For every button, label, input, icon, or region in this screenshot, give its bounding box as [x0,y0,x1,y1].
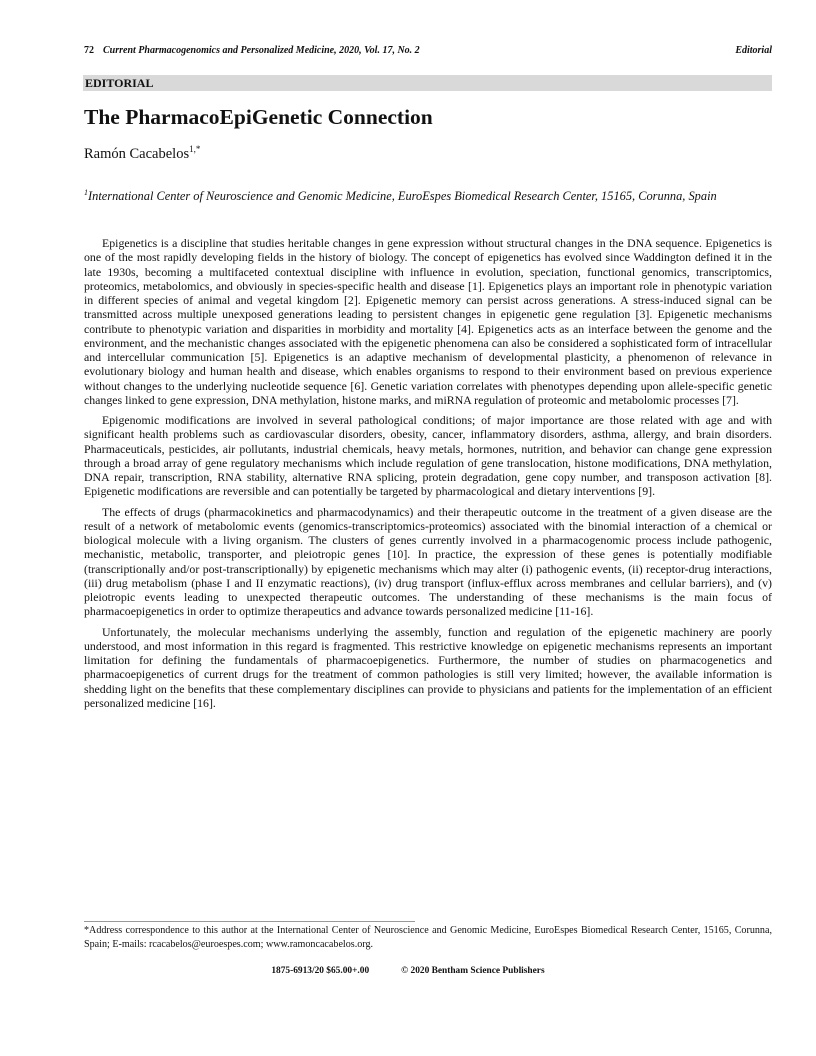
paragraph: Epigenomic modifications are involved in several pathological conditions; of major importance are those related with age and with significant health problems such as cardiovascular disorders, obesity, cancer, inflammatory disorders, asthma, allergy, and brain disorders. Pharmaceuticals, pesticides, air pollutants, industrial chemicals, heavy metals, hormones, nutrition, and behavior can change gene expression through a broad array of gene regulatory mechanisms which include regulation of gene translocation, histone modifications, DNA methylation, DNA repair, transcription, RNA stability, alternative RNA splicing, protein degradation, gene copy number, and transposon activation [8]. Epigenetic modifications are reversible and can potentially be targeted by pharmacological and dietary interventions [9]. [84,413,772,499]
author-name: Ramón Cacabelos [84,146,190,162]
author-marks: 1,* [189,144,201,154]
affiliation-text: International Center of Neuroscience and Genomic Medicine, EuroEspes Biomedical Research Center, 15165, Corunna, Spain [88,189,717,203]
journal-citation: Current Pharmacogenomics and Personalized Medicine, 2020, Vol. 17, No. 2 [103,45,420,56]
affiliation-mark: 1 [84,188,88,197]
copyright-line [0,966,816,976]
paragraph: Unfortunately, the molecular mechanisms underlying the assembly, function and regulation of the epigenetic machinery are poorly understood, and most information in this regard is fragmented. This restrictive knowledge on epigenetic mechanisms represents an important limitation for defining the fundamentals of pharmacoepigenetics. Furthermore, the number of studies on pharmacogenetics and pharmacoepigenetics of current drugs for the treatment of common pathologies is still very limited; however, the available information is shedding light on the benefits that these complementary disciplines can provide to physicians and patients for the implementation of an efficient personalized medicine [16]. [84,624,772,710]
paragraph: The effects of drugs (pharmacokinetics and pharmacodynamics) and their therapeutic outcome in the treatment of a given disease are the result of a network of metabolomic events (genomics-transcriptomics-proteomics) associated with the binomial interaction of a chemical or biological molecule with a living organism. The clusters of genes currently involved in a pharmacogenomic process include pathogenic, mechanistic, metabolic, transporter, and pleiotropic genes [10]. In practice, the expression of these genes is potentially modifiable (transcriptionally and/or post-transcriptionally) by epigenetic mechanisms which may alter (i) pathogenic events, (ii) receptor-drug interactions, (iii) drug metabolism (phase I and II enzymatic reactions), (iv) drug transport (influx-efflux across membranes and cellular barriers), and (v) pleiotropic events leading to unexpected therapeutic outcomes. The understanding of these mechanisms is the main focus of pharmacoepigenetics in order to optimize therapeutics and advance towards personalized medicine [11-16]. [84,504,772,619]
section-label: Editorial [735,45,772,56]
page-number: 72 [84,45,94,56]
affiliation [84,188,772,205]
article-body [84,236,772,716]
running-head [84,45,772,61]
footnote-divider [84,921,415,922]
issn-price: 1875-6913/20 $65.00+.00 [271,966,370,976]
correspondence-footnote: *Address correspondence to this author at the International Center of Neuroscience and Genomic Medicine, EuroEspes Biomedical Research Center, 15165, Corunna, Spain; E-mails: rcacabelos@euroespes.com; www.ramoncacabelos.org. [84,925,772,950]
publisher-copyright: © 2020 Bentham Science Publishers [401,966,545,976]
author-line [84,145,200,163]
article-title: The PharmacoEpiGenetic Connection [84,105,433,129]
paragraph: Epigenetics is a discipline that studies heritable changes in gene expression without structural changes in the DNA sequence. Epigenetics is one of the most rapidly developing fields in the history of biology. The concept of epigenetics has evolved since Waddington defined it in the late 1930s, becoming a multifaceted contextual discipline with influence in evolution, speciation, functional genomics, transcriptomics, proteomics, metabolomics, and obviously in species-specific health and disease [1]. Epigenetics plays an important role in phenotypic variation in different species of animal and vegetal kingdom [2]. Epigenetic memory can persist across generations. A stress-induced signal can be transmitted across multiple unexposed generations leading to persistent changes in epigenetic gene regulation [3]. Epigenetic mechanisms contribute to phenotypic variation and disparities in morbidity and mortality [4]. Epigenetics acts as an interface between the genome and the environment, and the mechanistic changes associated with the epigenetic phenomena can also be considered a sophisticated form of intracellular and intercellular communication [5]. Epigenetics is an adaptive mechanism of developmental plasticity, a phenomenon of relevance in evolutionary biology and human health and disease, which enables organisms to respond to their environment based on previous experience without changes to the underlying nucleotide sequence [6]. Genetic variation correlates with phenotypes depending upon allele-specific genetic changes linked to gene expression, DNA methylation, histone marks, and miRNA regulation of proteomic and metabolomic processes [7]. [84,236,772,407]
section-band: EDITORIAL [83,75,772,91]
